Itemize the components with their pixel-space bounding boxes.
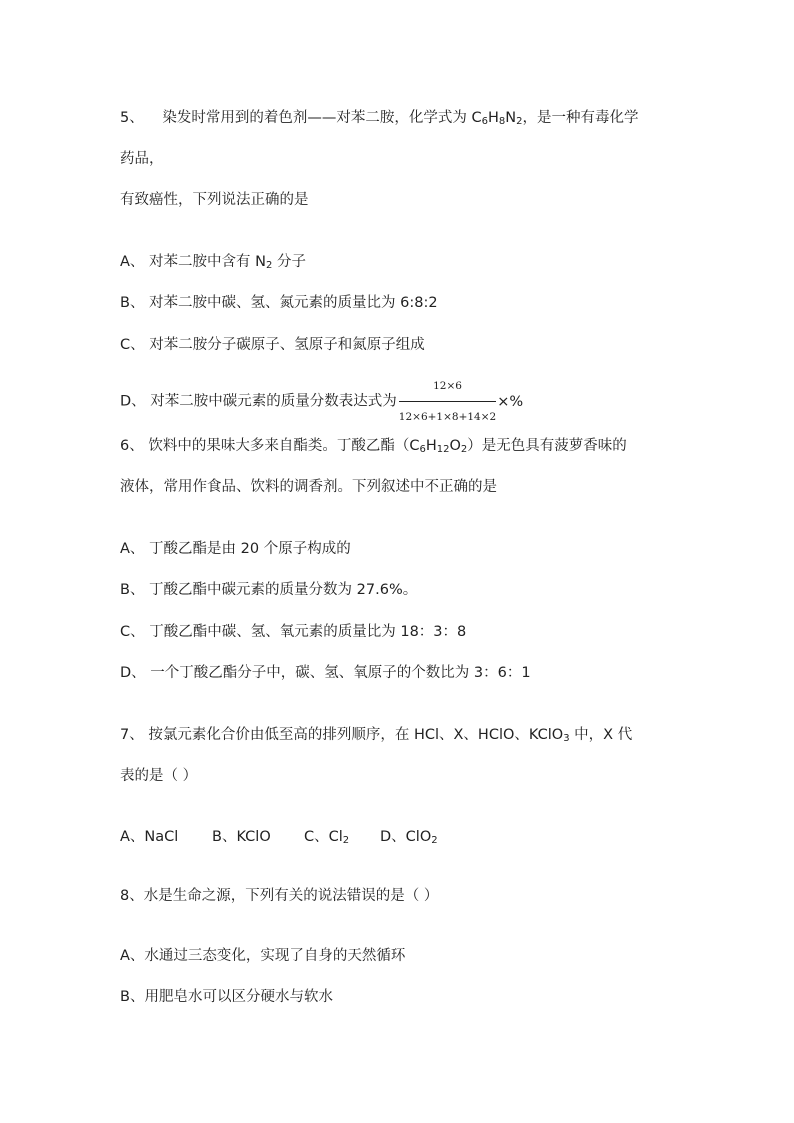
q6-option-a: A、 丁酸乙酯是由 20 个原子构成的 (120, 541, 351, 557)
q7-option-d: D、ClO2 (380, 829, 438, 846)
q6-option-b: B、 丁酸乙酯中碳元素的质量分数为 27.6%。 (120, 582, 418, 598)
q5-stem-line3: 有致癌性，下列说法正确的是 (120, 192, 309, 208)
q8-option-a: A、水通过三态变化，实现了自身的天然循环 (120, 948, 406, 964)
q7-option-a: A、NaCl (120, 829, 179, 845)
q5-option-c: C、 对苯二胺分子碳原子、氢原子和氮原子组成 (120, 337, 425, 353)
q7-options (120, 827, 438, 849)
fraction-numerator: 12×6 (399, 372, 496, 402)
q7-stem-line1: 7、 按氯元素化合价由低至高的排列顺序，在 HCl、X、HClO、KClO3 中，X 代 (120, 727, 633, 744)
q6-option-d: D、 一个丁酸乙酯分子中，碳、氢、氧原子的个数比为 3：6：1 (120, 665, 531, 681)
q5-option-b: B、 对苯二胺中碳、氢、氮元素的质量比为 6:8:2 (120, 295, 438, 311)
q7-option-c: C、Cl2 (304, 829, 350, 846)
q6-option-c: C、 丁酸乙酯中碳、氢、氧元素的质量比为 18：3：8 (120, 624, 467, 640)
q8-option-b: B、用肥皂水可以区分硬水与软水 (120, 989, 333, 1005)
q5-option-a: A、 对苯二胺中含有 N2 分子 (120, 254, 306, 271)
q5-option-d: D、 对苯二胺中碳元素的质量分数表达式为 $\frac{12\times 6}{12\times 6+1\times 8+14\times 2}$ ×% (120, 372, 523, 431)
q6-stem-line2: 液体，常用作食品、饮料的调香剂。下列叙述中不正确的是 (120, 479, 497, 495)
fraction-denominator: 12×6+1×8+14×2 (398, 411, 497, 423)
q5-number: 5、 (120, 110, 144, 126)
q7-stem-line2: 表的是（ ） (120, 768, 198, 784)
q6-stem-line1: 6、 饮料中的果味大多来自酯类。丁酸乙酯（C6H12O2）是无色具有菠萝香味的 (120, 438, 627, 455)
q5-stem-line2: 药品， (120, 151, 164, 167)
q8-stem: 8、水是生命之源，下列有关的说法错误的是（ ） (120, 888, 439, 904)
q7-option-b: B、KClO (212, 829, 271, 845)
q5-fraction (399, 372, 496, 431)
q5-stem-line1: 5、 染发时常用到的着色剂——对苯二胺，化学式为 C6H8N2，是一种有毒化学 (120, 110, 639, 127)
